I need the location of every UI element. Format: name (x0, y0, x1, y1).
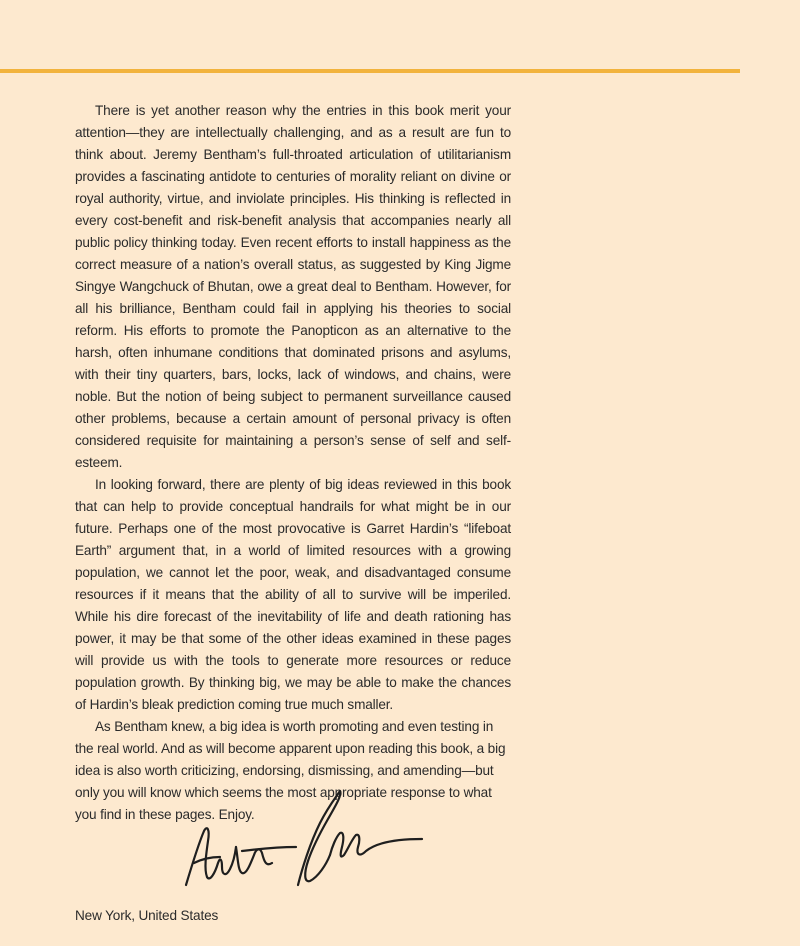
location-text: New York, United States (75, 908, 219, 923)
accent-rule (0, 69, 740, 73)
paragraph-3: As Bentham knew, a big idea is worth promoting and even testing in the real world. And as will become apparent upon reading this book, a big idea is also worth criticizing, endorsing, dismissing, and amending—but only you will know which seems the most appropriate response to what you find in these pages. Enjoy. (75, 719, 506, 822)
body-text (75, 100, 511, 826)
paragraph-1: There is yet another reason why the entries in this book merit your attention—they are intellectually challenging, and as a result are fun to think about. Jeremy Bentham’s full-throated articulation of utilitarianism provides a fascinating antidote to centuries of morality reliant on divine or royal authority, virtue, and inviolate principles. His thinking is reflected in every cost-benefit and risk-benefit analysis that accompanies nearly all public policy thinking today. Even recent efforts to install happiness as the correct measure of a nation’s overall status, as suggested by King Jigme Singye Wangchuck of Bhutan, owe a great deal to Bentham. However, for all his brilliance, Bentham could fail in applying his theories to social reform. His efforts to promote the Panopticon as an alternative to the harsh, often inhumane conditions that dominated prisons and asylums, with their tiny quarters, bars, locks, lack of windows, and chains, were noble. But the notion of being subject to permanent surveillance caused other problems, because a certain amount of personal privacy is often considered requisite for maintaining a person’s sense of self and self-esteem. (75, 103, 511, 470)
paragraph-2: In looking forward, there are plenty of big ideas reviewed in this book that can help to provide conceptual handrails for what might be in our future. Perhaps one of the most provocative is Garret Hardin’s “lifeboat Earth” argument that, in a world of limited resources with a growing population, we cannot let the poor, weak, and disadvantaged consume resources if it means that the ability of all to survive will be imperiled. While his dire forecast of the inevitability of life and death rationing has power, it may be that some of the other ideas examined in these pages will provide us with the tools to generate more resources or reduce population growth. By thinking big, we may be able to make the chances of Hardin’s bleak prediction coming true much smaller. (75, 477, 511, 712)
signature-icon (180, 785, 430, 895)
